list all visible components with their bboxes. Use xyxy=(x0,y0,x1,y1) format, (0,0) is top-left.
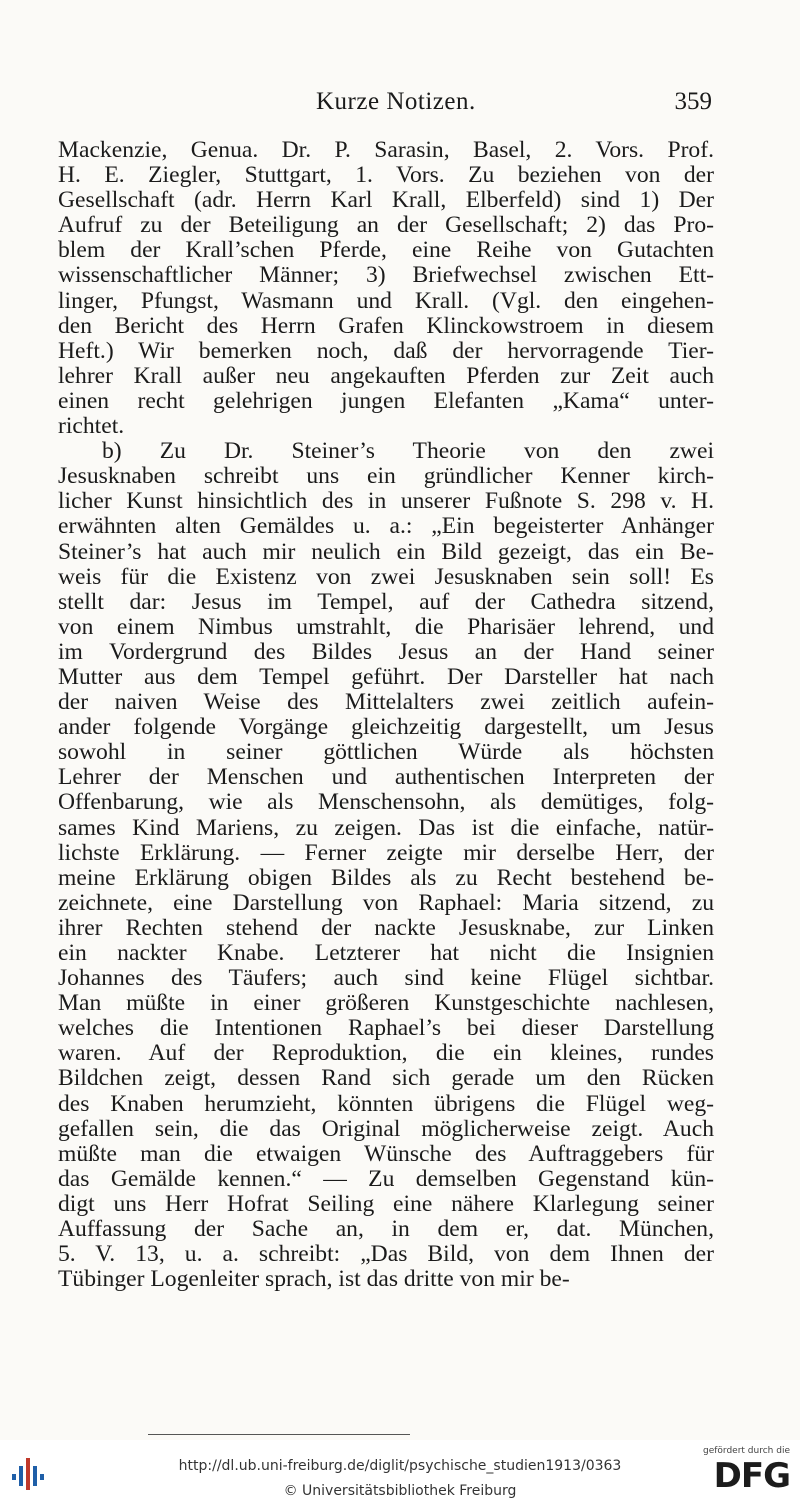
text-line: ander folgende Vorgänge gleichzeitig dargestellt, um Jesus xyxy=(58,714,714,741)
text-line: welches die Intentionen Raphael’s bei dieser Darstellung xyxy=(58,1015,714,1042)
text-line: Bildchen zeigt, dessen Rand sich gerade um den Rücken xyxy=(58,1065,714,1092)
text-line: gefallen sein, die das Original möglicherweise zeigt. Auch xyxy=(58,1115,714,1142)
header-title: Kurze Notizen. xyxy=(316,88,476,115)
page-number: 359 xyxy=(674,88,712,115)
text-line: des Knaben herumzieht, könnten übrigens die Flügel weg- xyxy=(58,1090,714,1117)
text-line: zeichnete, eine Darstellung von Raphael: Maria sitzend, zu xyxy=(58,889,714,916)
dfg-note: gefördert durch die xyxy=(703,1446,790,1456)
text-line: blem der Krall’schen Pferde, eine Reihe von Gutachten xyxy=(58,237,714,264)
text-line: lichste Erklärung. — Ferner zeigte mir derselbe Herr, der xyxy=(58,839,714,866)
text-line: Man müßte in einer größeren Kunstgeschichte nachlesen, xyxy=(58,990,714,1017)
text-line: licher Kunst hinsichtlich des in unserer Fußnote S. 298 v. H. xyxy=(58,488,714,515)
footer-bar xyxy=(0,1440,800,1504)
text-line: meine Erklärung obigen Bildes als zu Recht bestehend be- xyxy=(58,864,714,891)
text-line: den Bericht des Herrn Grafen Klinckowstroem in diesem xyxy=(58,312,714,339)
text-line: Steiner’s hat auch mir neulich ein Bild gezeigt, das ein Be- xyxy=(58,538,714,565)
text-line: das Gemälde kennen.“ — Zu demselben Gegenstand kün- xyxy=(58,1165,714,1192)
text-line: H. E. Ziegler, Stuttgart, 1. Vors. Zu beziehen von der xyxy=(58,162,714,189)
text-line: richtet. xyxy=(58,413,125,440)
copyright-notice: © Universitätsbibliothek Freiburg xyxy=(283,1483,517,1499)
dfg-logo-text: DFG xyxy=(713,1456,790,1496)
text-line: lehrer Krall außer neu angekauften Pferden zur Zeit auch xyxy=(58,362,714,389)
text-line: linger, Pfungst, Wasmann und Krall. (Vgl. den eingehen- xyxy=(58,287,714,314)
text-line: Auffassung der Sache an, in dem er, dat. München, xyxy=(58,1216,714,1243)
text-line: Mutter aus dem Tempel geführt. Der Darsteller hat nach xyxy=(58,663,714,690)
running-header xyxy=(60,88,712,122)
text-line: wissenschaftlicher Männer; 3) Briefwechsel zwischen Ett- xyxy=(58,262,714,289)
footnote-rule xyxy=(148,1434,410,1435)
text-line: Heft.) Wir bemerken noch, daß der hervorragende Tier- xyxy=(58,337,714,364)
text-line: waren. Auf der Reproduktion, die ein kleines, rundes xyxy=(58,1040,714,1067)
ub-freiburg-logo-icon xyxy=(12,1454,44,1494)
text-line: Mackenzie, Genua. Dr. P. Sarasin, Basel, 2. Vors. Prof. xyxy=(58,137,714,163)
text-line: Gesellschaft (adr. Herrn Karl Krall, Elberfeld) sind 1) Der xyxy=(58,187,714,214)
text-line: der naiven Weise des Mittelalters zwei zeitlich aufein- xyxy=(58,689,714,716)
text-line: ihrer Rechten stehend der nackte Jesusknabe, zur Linken xyxy=(58,914,714,941)
text-line: Offenbarung, wie als Menschensohn, als demütiges, folg- xyxy=(58,789,714,816)
text-line: müßte man die etwaigen Wünsche des Auftraggebers für xyxy=(58,1140,714,1167)
source-url-link[interactable]: http://dl.ub.uni-freiburg.de/diglit/psychische_studien1913/0363 xyxy=(178,1458,622,1474)
text-line: weis für die Existenz von zwei Jesusknaben sein soll! Es xyxy=(58,563,714,590)
text-line: digt uns Herr Hofrat Seiling eine nähere Klarlegung seiner xyxy=(58,1190,714,1217)
text-line: im Vordergrund des Bildes Jesus an der Hand seiner xyxy=(58,638,714,665)
text-line: stellt dar: Jesus im Tempel, auf der Cathedra sitzend, xyxy=(58,588,714,615)
text-line: Jesusknaben schreibt uns ein gründlicher Kenner kirch- xyxy=(58,463,714,490)
text-line: ein nackter Knabe. Letzterer hat nicht die Insignien xyxy=(58,940,714,966)
text-line: Johannes des Täufers; auch sind keine Flügel sichtbar. xyxy=(58,965,714,992)
text-line: Aufruf zu der Beteiligung an der Gesellschaft; 2) das Pro- xyxy=(58,212,714,239)
dfg-logo xyxy=(702,1446,790,1500)
text-line: b) Zu Dr. Steiner’s Theorie von den zwei xyxy=(102,438,714,465)
body-text xyxy=(58,138,714,1292)
text-line: 5. V. 13, u. a. schreibt: „Das Bild, von dem Ihnen der xyxy=(58,1241,714,1268)
text-line: erwähnten alten Gemäldes u. a.: „Ein begeisterter Anhänger xyxy=(58,513,714,540)
text-line: sames Kind Mariens, zu zeigen. Das ist die einfache, natür- xyxy=(58,814,714,841)
text-line: von einem Nimbus umstrahlt, die Pharisäer lehrend, und xyxy=(58,613,714,640)
text-line: Tübinger Logenleiter sprach, ist das dritte von mir be- xyxy=(58,1266,570,1293)
text-line: sowohl in seiner göttlichen Würde als höchsten xyxy=(58,739,714,766)
text-line: Lehrer der Menschen und authentischen Interpreten der xyxy=(58,764,714,791)
text-line: einen recht gelehrigen jungen Elefanten „Kama“ unter- xyxy=(58,387,714,414)
